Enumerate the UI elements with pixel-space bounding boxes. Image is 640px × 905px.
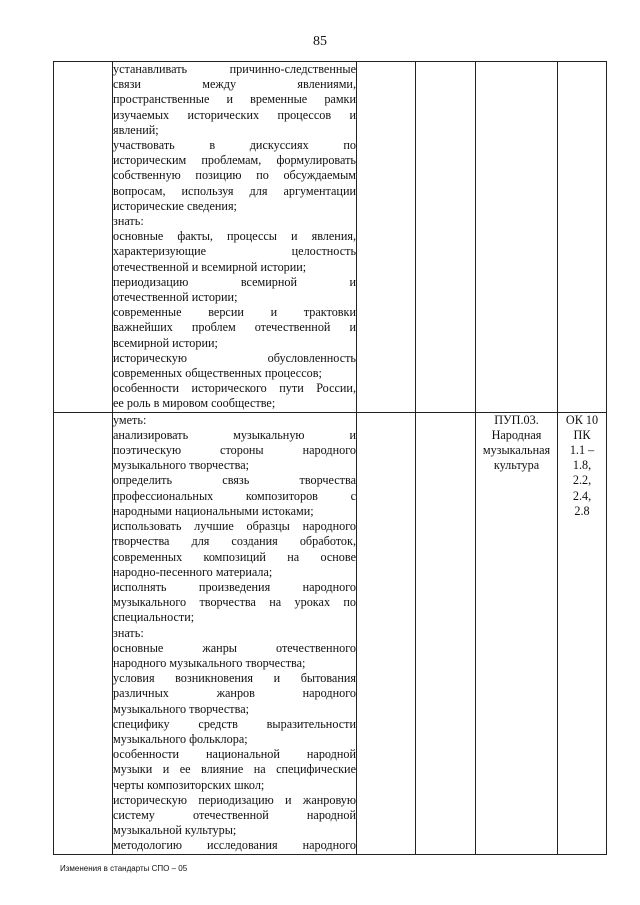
text-line: отечественной и всемирной истории; — [113, 259, 307, 274]
text-line: периодизацию всемирной и — [113, 274, 356, 289]
text-line: историческую периодизацию и жанровую — [113, 792, 356, 807]
competency-table — [53, 61, 607, 855]
text-line: использовать лучшие образцы народного — [113, 519, 356, 534]
competency-line: 2.4, — [572, 488, 592, 503]
cell-competencies — [558, 62, 607, 413]
text-line: черты композиторских школ; — [113, 777, 265, 792]
text-line: уметь: — [113, 412, 147, 427]
text-line: связи между явлениями, — [113, 77, 356, 92]
text-line: всемирной истории; — [113, 335, 218, 350]
text-line: историческую обусловленность — [113, 350, 356, 365]
discipline-line: культура — [493, 458, 540, 473]
text-line: профессиональных композиторов с — [113, 488, 356, 503]
text-line: музыкального творчества; — [113, 701, 250, 716]
competency-line: ПК — [573, 427, 591, 442]
cell-hours-max — [357, 62, 416, 413]
text-line: условия возникновения и бытования — [113, 671, 356, 686]
text-line: определить связь творчества — [113, 473, 356, 488]
competency-line: 1.1 – — [569, 443, 595, 458]
text-line: характеризующие целостность — [113, 244, 356, 259]
text-line: специфику средств выразительности — [113, 716, 356, 731]
cell-discipline — [476, 62, 558, 413]
text-line: музыки и ее влияние на специфические — [113, 762, 356, 777]
text-line: специальности; — [113, 610, 195, 625]
text-line: основные факты, процессы и явления, — [113, 229, 356, 244]
text-line: пространственные и временные рамки — [113, 92, 356, 107]
text-line: знать: — [113, 214, 144, 229]
competency-line: 2.8 — [574, 503, 590, 518]
cell-hours-max — [357, 412, 416, 854]
text-line: исполнять произведения народного — [113, 579, 356, 594]
cell-hours-study — [416, 62, 476, 413]
text-line: музыкальной культуры; — [113, 823, 237, 838]
table-row — [54, 62, 607, 413]
text-line: народного музыкального творчества; — [113, 655, 306, 670]
cell-discipline — [476, 412, 558, 854]
text-line: устанавливать причинно-следственные — [113, 62, 356, 76]
text-line: ее роль в мировом сообществе; — [113, 396, 276, 411]
text-line: участвовать в дискуссиях по — [113, 138, 356, 153]
text-line: основные жанры отечественного — [113, 640, 356, 655]
cell-requirements — [113, 412, 357, 854]
text-line: музыкального творчества на уроках по — [113, 595, 356, 610]
text-line: различных жанров народного — [113, 686, 356, 701]
text-line: творчества для создания обработок, — [113, 534, 356, 549]
cell-index — [54, 412, 113, 854]
competency-line: ОК 10 — [565, 412, 599, 427]
cell-index — [54, 62, 113, 413]
text-line: историческим проблемам, формулировать — [113, 153, 356, 168]
text-line: особенности национальной народной — [113, 747, 356, 762]
cell-hours-study — [416, 412, 476, 854]
text-line: изучаемых исторических процессов и — [113, 107, 356, 122]
discipline-line: музыкальная — [482, 443, 551, 458]
discipline-line: Народная — [491, 427, 542, 442]
table-row — [54, 412, 607, 854]
text-line: особенности исторического пути России, — [113, 381, 356, 396]
competency-line: 2.2, — [572, 473, 592, 488]
text-line: современных композиций на основе — [113, 549, 356, 564]
text-line: явлений; — [113, 122, 159, 137]
text-line: методологию исследования народного — [113, 838, 356, 853]
text-line: исторические сведения; — [113, 198, 237, 213]
text-line: музыкального фольклора; — [113, 731, 248, 746]
footer-note: Изменения в стандарты СПО – 05 — [60, 864, 188, 873]
text-line: музыкального творчества; — [113, 458, 250, 473]
text-line: важнейших проблем отечественной и — [113, 320, 356, 335]
text-line: знать: — [113, 625, 144, 640]
text-line: поэтическую стороны народного — [113, 443, 356, 458]
text-line: анализировать музыкальную и — [113, 427, 356, 442]
cell-requirements — [113, 62, 357, 413]
text-line: систему отечественной народной — [113, 807, 356, 822]
text-line: современные версии и трактовки — [113, 305, 356, 320]
text-line: отечественной истории; — [113, 290, 238, 305]
discipline-line: ПУП.03. — [494, 412, 539, 427]
text-line: собственную позицию по обсуждаемым — [113, 168, 356, 183]
text-line: народно-песенного материала; — [113, 564, 273, 579]
page-number: 85 — [313, 34, 327, 49]
text-line: современных общественных процессов; — [113, 366, 322, 381]
text-line: вопросам, используя для аргументации — [113, 183, 356, 198]
competency-line: 1.8, — [572, 458, 592, 473]
text-line: народными национальными истоками; — [113, 503, 314, 518]
cell-competencies — [558, 412, 607, 854]
